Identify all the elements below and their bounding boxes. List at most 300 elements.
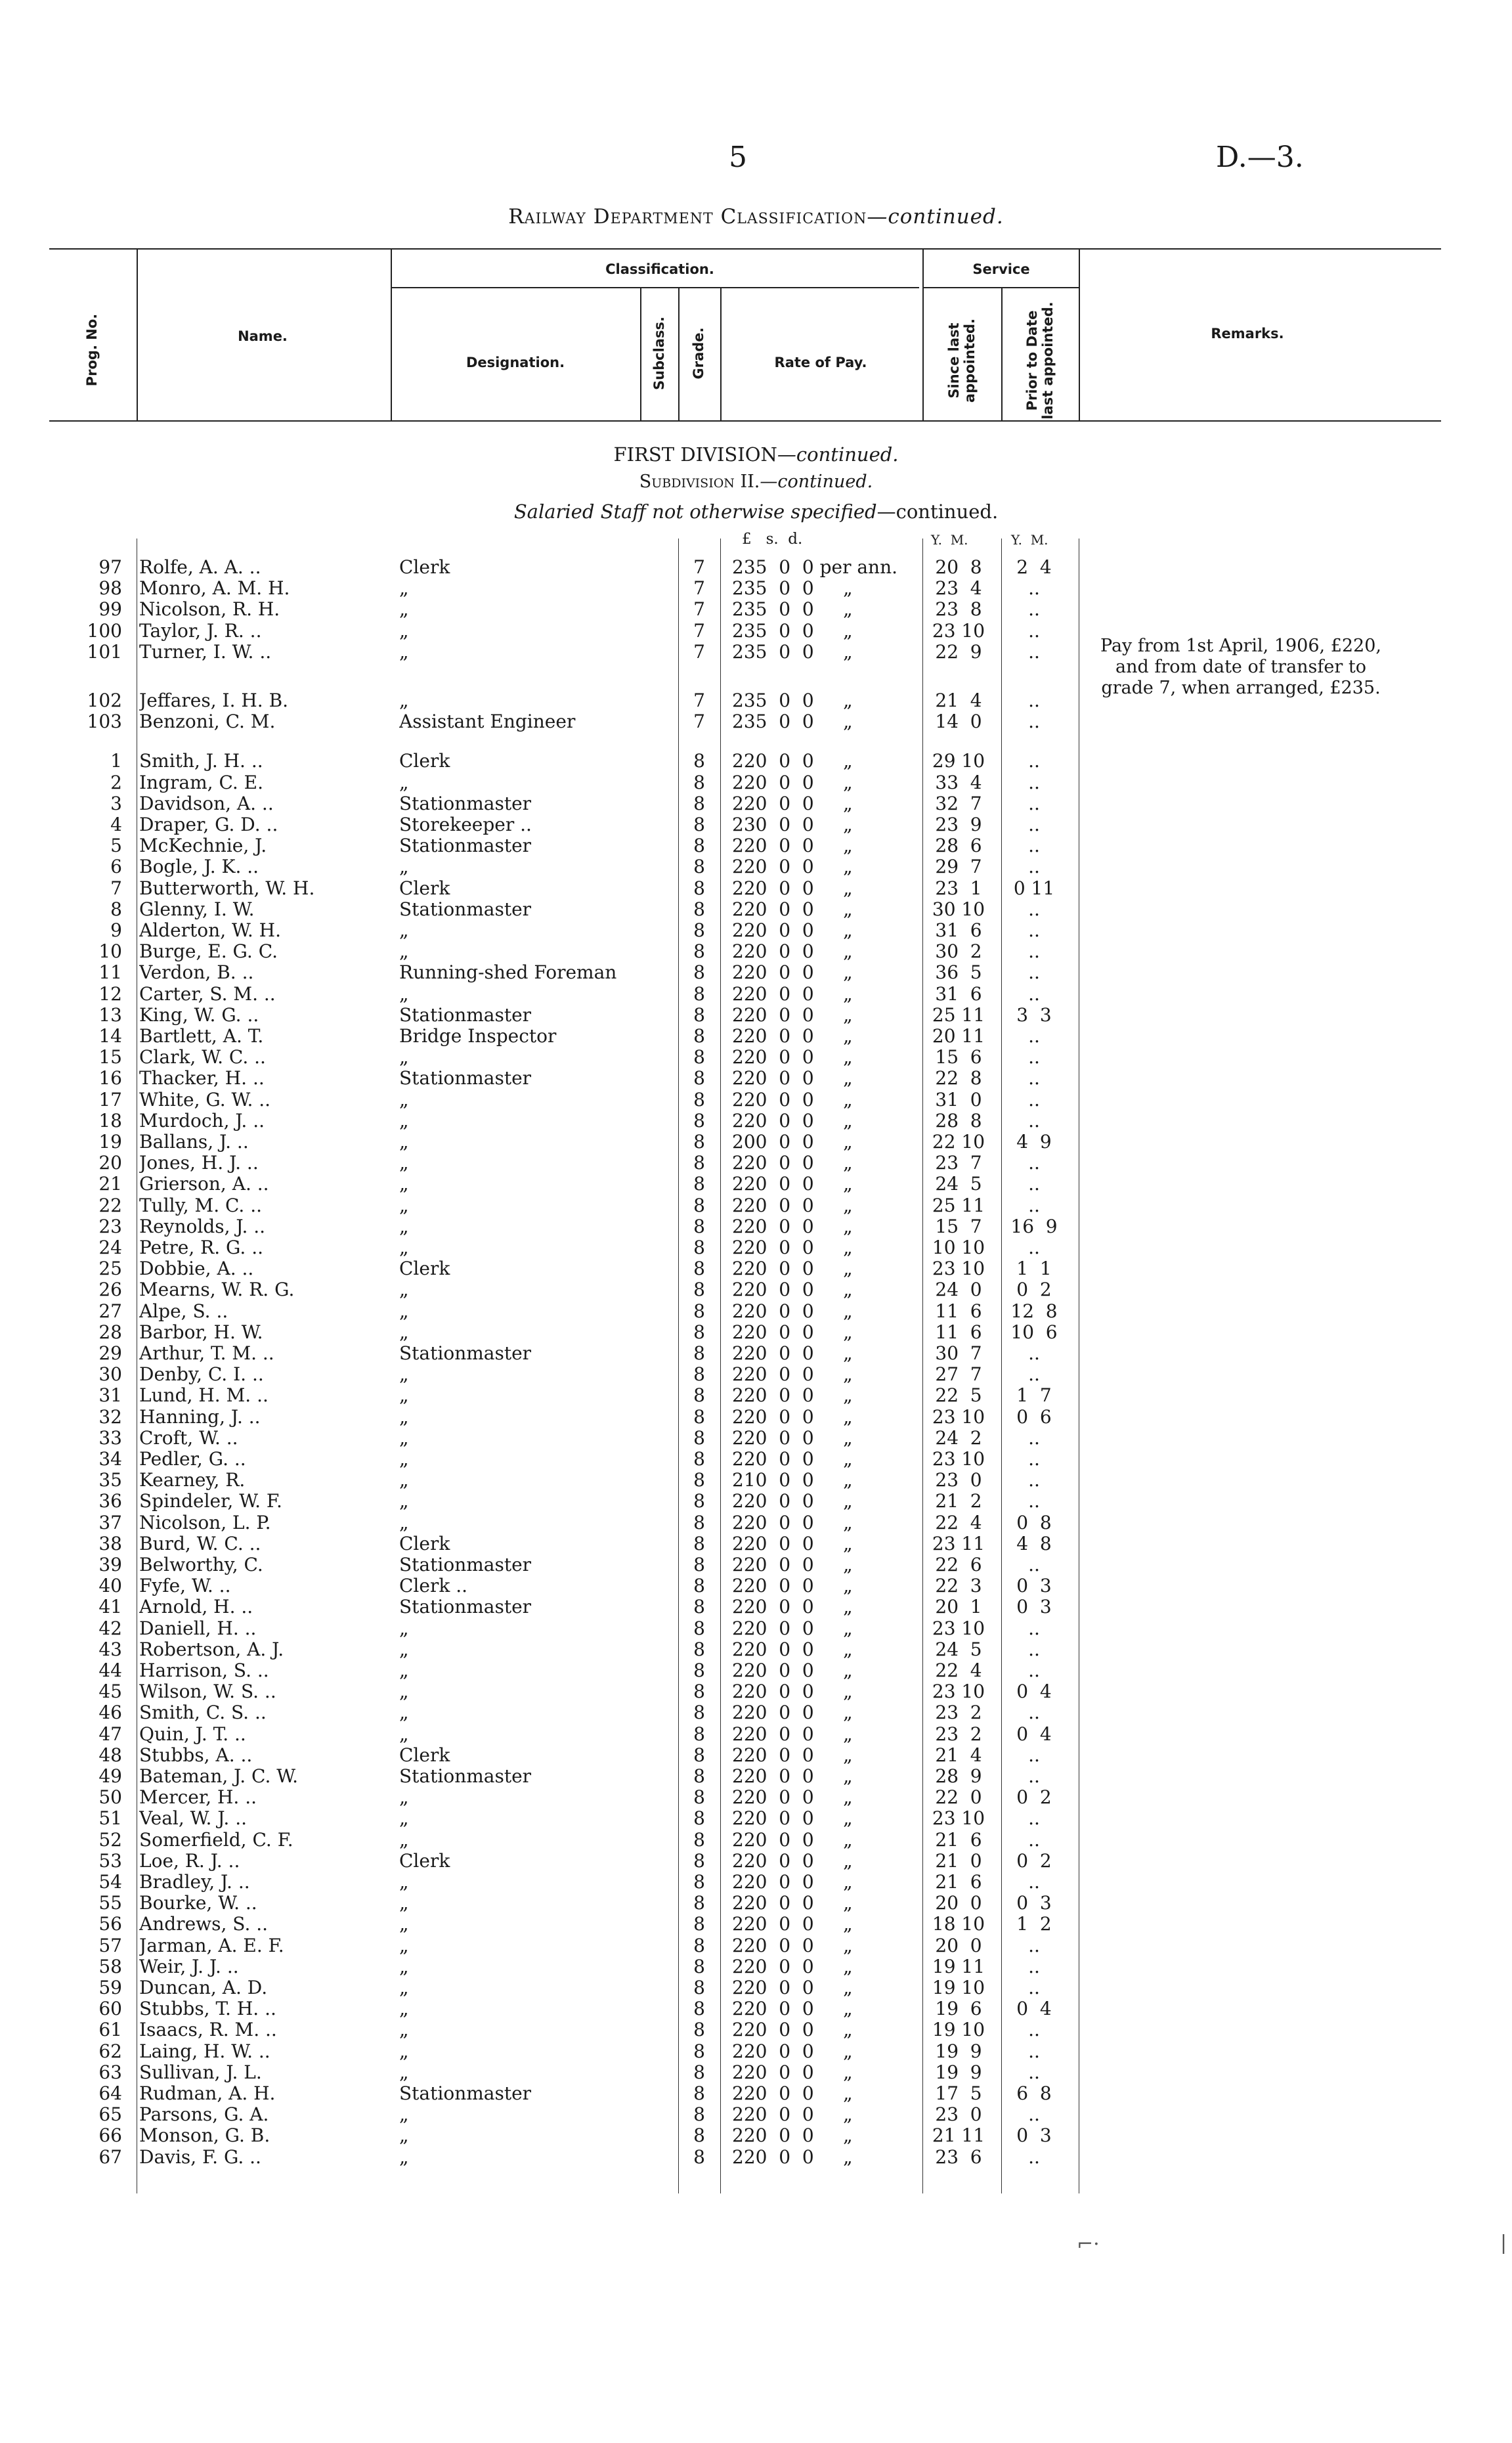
cell-prog-no: 8 <box>110 898 122 920</box>
cell-prior-to-date: .. <box>1028 2103 1040 2126</box>
cell-name: Parsons, G. A. <box>139 2104 269 2126</box>
cell-name: Alderton, W. H. <box>139 920 282 941</box>
table-row <box>0 1977 1512 1998</box>
cell-prior-to-date: 4 9 <box>1016 1131 1052 1153</box>
cell-since-last-appointed: 22 6 <box>935 1554 982 1575</box>
cell-since-last-appointed: 11 6 <box>935 1300 982 1322</box>
table-row <box>0 1660 1512 1681</box>
cell-prior-to-date: .. <box>1028 1237 1040 1258</box>
cell-since-last-appointed: 31 6 <box>935 919 982 941</box>
header-remarks: Remarks. <box>1211 326 1284 341</box>
cell-grade: 8 <box>693 1025 705 1047</box>
cell-designation: „ <box>399 641 409 663</box>
cell-since-last-appointed: 27 7 <box>935 1363 982 1386</box>
cell-name: Wilson, W. S. .. <box>139 1681 276 1703</box>
cell-designation: „ <box>399 1195 409 1216</box>
cell-prog-no: 38 <box>98 1532 122 1554</box>
table-row <box>0 1364 1512 1385</box>
cell-designation: „ <box>399 1956 409 1977</box>
cell-prior-to-date: .. <box>1028 1067 1040 1089</box>
cell-name: Clark, W. C. .. <box>139 1047 266 1068</box>
cell-rate-of-pay: 220 0 0 „ <box>732 1532 853 1554</box>
cell-designation: Clerk <box>399 877 450 899</box>
cell-prior-to-date: .. <box>1028 835 1040 857</box>
cell-prior-to-date: .. <box>1028 2146 1040 2168</box>
cell-rate-of-pay: 220 0 0 „ <box>732 1173 853 1195</box>
cell-designation: „ <box>399 1660 409 1681</box>
cell-prog-no: 22 <box>98 1194 122 1216</box>
table-row <box>0 1935 1512 1956</box>
cell-name: Tully, M. C. .. <box>139 1195 263 1216</box>
cell-name: Nicolson, R. H. <box>139 599 280 621</box>
cell-since-last-appointed: 21 0 <box>935 1849 982 1872</box>
table-row <box>0 1407 1512 1428</box>
cell-since-last-appointed: 23 0 <box>935 1469 982 1491</box>
cell-since-last-appointed: 23 2 <box>935 1723 982 1745</box>
cell-name: King, W. G. .. <box>139 1004 259 1026</box>
cell-rate-of-pay: 220 0 0 „ <box>732 1554 853 1575</box>
cell-grade: 8 <box>693 1300 705 1322</box>
cell-designation: „ <box>399 1470 409 1491</box>
cell-prior-to-date: 0 4 <box>1016 1681 1052 1703</box>
cell-prog-no: 47 <box>98 1723 122 1745</box>
cell-rate-of-pay: 220 0 0 „ <box>732 2146 853 2168</box>
cell-prog-no: 9 <box>110 919 122 941</box>
cell-rate-of-pay: 220 0 0 „ <box>732 1194 853 1216</box>
cell-rate-of-pay: 220 0 0 „ <box>732 1405 853 1428</box>
cell-prior-to-date: .. <box>1028 940 1040 963</box>
cell-designation: „ <box>399 1491 409 1512</box>
since-units: Y. M. <box>931 532 968 548</box>
staff-heading <box>0 500 1512 523</box>
cell-prog-no: 26 <box>98 1279 122 1301</box>
cell-prior-to-date: .. <box>1028 640 1040 663</box>
cell-rate-of-pay: 220 0 0 „ <box>732 1152 853 1174</box>
cell-prog-no: 53 <box>98 1849 122 1872</box>
table-row <box>0 814 1512 835</box>
table-row <box>0 941 1512 962</box>
cell-name: Ballans, J. .. <box>139 1132 249 1153</box>
cell-since-last-appointed: 24 5 <box>935 1638 982 1660</box>
pay-units: £ s. d. <box>742 531 803 548</box>
cell-prior-to-date: .. <box>1028 577 1040 600</box>
table-row <box>0 1872 1512 1893</box>
table-row <box>0 1047 1512 1068</box>
prior-units: Y. M. <box>1011 532 1048 548</box>
cell-grade: 8 <box>693 1977 705 1998</box>
cell-rate-of-pay: 220 0 0 „ <box>732 835 853 857</box>
cell-rate-of-pay: 220 0 0 „ <box>732 2061 853 2083</box>
cell-since-last-appointed: 21 4 <box>935 690 982 711</box>
cell-prog-no: 41 <box>98 1596 122 1618</box>
cell-prog-no: 25 <box>98 1258 122 1280</box>
cell-since-last-appointed: 25 11 <box>932 1003 985 1026</box>
cell-rate-of-pay: 220 0 0 „ <box>732 1702 853 1724</box>
header-subclass: Subclass. <box>651 317 667 390</box>
cell-prog-no: 36 <box>98 1490 122 1512</box>
cell-prior-to-date: .. <box>1028 1490 1040 1512</box>
cell-prior-to-date: .. <box>1028 919 1040 941</box>
cell-name: Arnold, H. .. <box>139 1596 253 1618</box>
cell-rate-of-pay: 220 0 0 „ <box>732 982 853 1005</box>
cell-rate-of-pay: 220 0 0 „ <box>732 1426 853 1449</box>
cell-since-last-appointed: 19 9 <box>935 2061 982 2083</box>
cell-prog-no: 55 <box>98 1892 122 1914</box>
cell-prior-to-date: 0 3 <box>1016 1575 1052 1597</box>
cell-designation: Stationmaster <box>399 2083 532 2104</box>
cell-name: Quin, J. T. .. <box>139 1723 246 1745</box>
cell-prog-no: 31 <box>98 1384 122 1407</box>
cell-grade: 8 <box>693 1384 705 1407</box>
cell-prog-no: 10 <box>98 940 122 963</box>
cell-name: White, G. W. .. <box>139 1089 271 1111</box>
cell-grade: 8 <box>693 1849 705 1872</box>
cell-rate-of-pay: 220 0 0 „ <box>732 1913 853 1935</box>
cell-prog-no: 18 <box>98 1109 122 1132</box>
table-row <box>0 1681 1512 1702</box>
cell-name: Nicolson, L. P. <box>139 1512 271 1533</box>
cell-name: Croft, W. .. <box>139 1427 238 1449</box>
cell-rate-of-pay: 220 0 0 „ <box>732 1617 853 1639</box>
cell-prog-no: 19 <box>98 1131 122 1153</box>
cell-designation: „ <box>399 983 409 1005</box>
cell-rate-of-pay: 220 0 0 „ <box>732 1321 853 1343</box>
cell-designation: „ <box>399 1935 409 1956</box>
table-row <box>0 2041 1512 2062</box>
cell-grade: 8 <box>693 2146 705 2168</box>
cell-rate-of-pay: 220 0 0 „ <box>732 1448 853 1470</box>
table-row <box>0 1745 1512 1766</box>
cell-prior-to-date: .. <box>1028 1194 1040 1216</box>
cell-since-last-appointed: 21 6 <box>935 1828 982 1851</box>
cell-name: Stubbs, A. .. <box>139 1744 253 1766</box>
cell-designation: „ <box>399 1216 409 1237</box>
cell-name: Jones, H. J. .. <box>139 1153 259 1174</box>
cell-rate-of-pay: 220 0 0 „ <box>732 1258 853 1280</box>
cell-rate-of-pay: 235 0 0 per ann. <box>732 556 898 578</box>
cell-prior-to-date: 0 6 <box>1016 1405 1052 1428</box>
cell-name: Petre, R. G. .. <box>139 1237 264 1258</box>
cell-prior-to-date: .. <box>1028 1955 1040 1977</box>
cell-grade: 8 <box>693 1363 705 1386</box>
table-row <box>0 1998 1512 2019</box>
cell-prog-no: 5 <box>110 835 122 857</box>
cell-since-last-appointed: 20 11 <box>932 1025 985 1047</box>
cell-prog-no: 4 <box>110 814 122 835</box>
cell-prior-to-date: .. <box>1028 1046 1040 1068</box>
table-row <box>0 1195 1512 1216</box>
table-row <box>0 1533 1512 1554</box>
table-row <box>0 1851 1512 1872</box>
table-row <box>0 1787 1512 1808</box>
cell-prog-no: 46 <box>98 1702 122 1724</box>
table-row <box>0 2062 1512 2083</box>
cell-since-last-appointed: 24 0 <box>935 1279 982 1301</box>
cell-designation: Bridge Inspector <box>399 1026 557 1047</box>
cell-name: Veal, W. J. .. <box>139 1808 248 1830</box>
table-row <box>0 962 1512 983</box>
cell-since-last-appointed: 23 4 <box>935 577 982 600</box>
cell-prog-no: 7 <box>110 877 122 899</box>
cell-prog-no: 24 <box>98 1237 122 1258</box>
cell-name: Hanning, J. .. <box>139 1406 261 1428</box>
cell-grade: 8 <box>693 1807 705 1830</box>
stray-mark: | <box>1500 2232 1507 2255</box>
cell-prog-no: 42 <box>98 1617 122 1639</box>
header-name: Name. <box>238 328 288 344</box>
table-row <box>0 1449 1512 1470</box>
header-service: Service <box>972 261 1030 277</box>
cell-rate-of-pay: 230 0 0 „ <box>732 814 853 835</box>
header-prog-no: Prog. No. <box>84 313 100 387</box>
cell-grade: 8 <box>693 1067 705 1089</box>
cell-name: Mercer, H. .. <box>139 1787 257 1809</box>
cell-name: Benzoni, C. M. <box>139 711 276 733</box>
cell-rate-of-pay: 220 0 0 „ <box>732 1025 853 1047</box>
cell-prior-to-date: .. <box>1028 1807 1040 1830</box>
cell-prog-no: 98 <box>98 577 122 600</box>
cell-designation: „ <box>399 1385 409 1407</box>
stray-mark: ⌐· <box>1077 2233 1100 2256</box>
cell-designation: „ <box>399 1723 409 1745</box>
cell-prior-to-date: .. <box>1028 711 1040 733</box>
cell-designation: Assistant Engineer <box>399 711 576 733</box>
cell-prior-to-date: 4 8 <box>1016 1532 1052 1554</box>
cell-prior-to-date: 0 2 <box>1016 1786 1052 1809</box>
header-prior-to-date: Prior to Date last appointed. <box>1024 301 1056 420</box>
cell-grade: 8 <box>693 2103 705 2126</box>
cell-prior-to-date: .. <box>1028 1152 1040 1174</box>
cell-designation: „ <box>399 1321 409 1343</box>
cell-prog-no: 64 <box>98 2082 122 2104</box>
cell-name: Laing, H. W. .. <box>139 2040 270 2062</box>
cell-name: Pedler, G. .. <box>139 1449 246 1470</box>
cell-designation: „ <box>399 1300 409 1322</box>
cell-rate-of-pay: 220 0 0 „ <box>732 750 853 772</box>
table-row <box>0 1618 1512 1639</box>
cell-designation: Stationmaster <box>399 1068 532 1089</box>
cell-prog-no: 99 <box>98 598 122 621</box>
table-row <box>0 1893 1512 1914</box>
cell-name: Daniell, H. .. <box>139 1618 257 1639</box>
cell-name: Monro, A. M. H. <box>139 578 290 600</box>
cell-prog-no: 63 <box>98 2061 122 2083</box>
cell-prior-to-date: .. <box>1028 1109 1040 1132</box>
cell-grade: 7 <box>693 711 705 733</box>
table-row <box>0 1766 1512 1787</box>
cell-designation: „ <box>399 856 409 878</box>
subdivision-title: Subdivision II. <box>639 472 760 492</box>
cell-since-last-appointed: 23 8 <box>935 598 982 621</box>
cell-rate-of-pay: 220 0 0 „ <box>732 1892 853 1914</box>
cell-grade: 8 <box>693 1109 705 1132</box>
cell-prog-no: 13 <box>98 1003 122 1026</box>
cell-name: Jarman, A. E. F. <box>139 1935 284 1956</box>
cell-prior-to-date: .. <box>1028 1702 1040 1724</box>
cell-grade: 8 <box>693 1237 705 1258</box>
cell-grade: 8 <box>693 1871 705 1893</box>
cell-since-last-appointed: 18 10 <box>932 1913 985 1935</box>
cell-prior-to-date: 10 6 <box>1010 1321 1058 1343</box>
cell-grade: 8 <box>693 1152 705 1174</box>
cell-grade: 8 <box>693 2124 705 2147</box>
cell-since-last-appointed: 22 5 <box>935 1384 982 1407</box>
cell-prog-no: 60 <box>98 1998 122 2020</box>
page-title <box>0 205 1512 229</box>
cell-rate-of-pay: 220 0 0 „ <box>732 1723 853 1745</box>
cell-prior-to-date: .. <box>1028 598 1040 621</box>
cell-prog-no: 15 <box>98 1046 122 1068</box>
cell-prior-to-date: .. <box>1028 1765 1040 1787</box>
cell-name: Barbor, H. W. <box>139 1321 263 1343</box>
cell-prior-to-date: .. <box>1028 792 1040 814</box>
cell-prior-to-date: .. <box>1028 898 1040 920</box>
cell-grade: 8 <box>693 1258 705 1280</box>
cell-prior-to-date: .. <box>1028 1977 1040 1998</box>
cell-prog-no: 67 <box>98 2146 122 2168</box>
cell-designation: „ <box>399 599 409 621</box>
cell-since-last-appointed: 17 5 <box>935 2082 982 2104</box>
table-row <box>0 878 1512 899</box>
cell-grade: 7 <box>693 619 705 642</box>
cell-prior-to-date: .. <box>1028 1638 1040 1660</box>
remark-101: Pay from 1st April, 1906, £220, and from date of transfer to grade 7, when arranged, £235. <box>1100 636 1381 698</box>
cell-grade: 8 <box>693 1934 705 1956</box>
division-title: FIRST DIVISION <box>613 443 777 466</box>
cell-since-last-appointed: 21 11 <box>932 2124 985 2147</box>
table-row <box>0 578 1512 599</box>
title-main: Railway Department Classification <box>508 205 867 229</box>
cell-prog-no: 56 <box>98 1913 122 1935</box>
table-row <box>0 1174 1512 1195</box>
cell-name: Bourke, W. .. <box>139 1893 257 1914</box>
cell-rate-of-pay: 235 0 0 „ <box>732 598 853 621</box>
cell-prior-to-date: .. <box>1028 961 1040 984</box>
cell-name: Harrison, S. .. <box>139 1660 269 1681</box>
cell-name: Rolfe, A. A. .. <box>139 557 261 578</box>
cell-prior-to-date: .. <box>1028 619 1040 642</box>
cell-grade: 8 <box>693 1892 705 1914</box>
cell-designation: „ <box>399 690 409 711</box>
cell-designation: „ <box>399 620 409 642</box>
table-row <box>0 2147 1512 2168</box>
cell-since-last-appointed: 29 10 <box>932 750 985 772</box>
cell-grade: 8 <box>693 1088 705 1111</box>
cell-rate-of-pay: 235 0 0 „ <box>732 619 853 642</box>
cell-rate-of-pay: 220 0 0 „ <box>732 1828 853 1851</box>
cell-name: Lund, H. M. .. <box>139 1385 269 1407</box>
table-row <box>0 772 1512 793</box>
cell-prior-to-date: .. <box>1028 1617 1040 1639</box>
cell-grade: 8 <box>693 1955 705 1977</box>
cell-prior-to-date: .. <box>1028 1660 1040 1681</box>
cell-name: Burge, E. G. C. <box>139 941 278 963</box>
cell-since-last-appointed: 15 7 <box>935 1215 982 1237</box>
cell-rate-of-pay: 220 0 0 „ <box>732 1109 853 1132</box>
cell-grade: 7 <box>693 598 705 621</box>
cell-rate-of-pay: 220 0 0 „ <box>732 961 853 984</box>
cell-prior-to-date: .. <box>1028 750 1040 772</box>
table-row <box>0 1491 1512 1512</box>
cell-prog-no: 45 <box>98 1681 122 1703</box>
cell-rate-of-pay: 220 0 0 „ <box>732 1786 853 1809</box>
cell-prior-to-date: 0 3 <box>1016 1596 1052 1618</box>
cell-grade: 8 <box>693 1913 705 1935</box>
cell-since-last-appointed: 31 6 <box>935 982 982 1005</box>
cell-prog-no: 33 <box>98 1426 122 1449</box>
cell-designation: Storekeeper .. <box>399 814 532 835</box>
cell-since-last-appointed: 10 10 <box>932 1237 985 1258</box>
cell-rate-of-pay: 220 0 0 „ <box>732 1490 853 1512</box>
cell-rate-of-pay: 220 0 0 „ <box>732 2103 853 2126</box>
cell-designation: Stationmaster <box>399 898 532 920</box>
cell-designation: „ <box>399 2125 409 2147</box>
cell-grade: 8 <box>693 1828 705 1851</box>
cell-since-last-appointed: 32 7 <box>935 792 982 814</box>
cell-grade: 8 <box>693 835 705 857</box>
header-grade: Grade. <box>691 327 706 380</box>
cell-rate-of-pay: 235 0 0 „ <box>732 711 853 733</box>
cell-name: Robertson, A. J. <box>139 1639 284 1660</box>
cell-rate-of-pay: 220 0 0 „ <box>732 1215 853 1237</box>
cell-prog-no: 43 <box>98 1638 122 1660</box>
cell-rate-of-pay: 220 0 0 „ <box>732 1681 853 1703</box>
table-row <box>0 1830 1512 1851</box>
cell-rate-of-pay: 220 0 0 „ <box>732 1596 853 1618</box>
table-row <box>0 1005 1512 1026</box>
cell-name: Ingram, C. E. <box>139 772 264 793</box>
cell-rate-of-pay: 220 0 0 „ <box>732 1660 853 1681</box>
table-row <box>0 2125 1512 2146</box>
cell-designation: „ <box>399 1110 409 1132</box>
cell-prior-to-date: .. <box>1028 1173 1040 1195</box>
cell-name: Burd, W. C. .. <box>139 1533 261 1554</box>
cell-name: Smith, J. H. .. <box>139 751 263 772</box>
cell-grade: 8 <box>693 1554 705 1575</box>
table-row <box>0 793 1512 814</box>
cell-designation: „ <box>399 1808 409 1830</box>
subdivision-suffix: —continued. <box>760 472 873 492</box>
cell-rate-of-pay: 220 0 0 „ <box>732 1300 853 1322</box>
cell-name: Reynolds, J. .. <box>139 1216 266 1237</box>
cell-since-last-appointed: 23 10 <box>932 1617 985 1639</box>
table-row <box>0 856 1512 877</box>
cell-since-last-appointed: 23 2 <box>935 1702 982 1724</box>
cell-prog-no: 40 <box>98 1575 122 1597</box>
cell-designation: „ <box>399 1406 409 1428</box>
cell-designation: Clerk <box>399 751 450 772</box>
table-row <box>0 1237 1512 1258</box>
staff-suffix: —continued. <box>876 500 999 523</box>
cell-since-last-appointed: 22 0 <box>935 1786 982 1809</box>
cell-since-last-appointed: 28 6 <box>935 835 982 857</box>
header-designation: Designation. <box>465 355 565 370</box>
cell-since-last-appointed: 22 3 <box>935 1575 982 1597</box>
cell-name: Kearney, R. <box>139 1470 246 1491</box>
cell-rate-of-pay: 220 0 0 „ <box>732 2040 853 2062</box>
cell-grade: 8 <box>693 1131 705 1153</box>
cell-name: Carter, S. M. .. <box>139 983 276 1005</box>
cell-since-last-appointed: 23 10 <box>932 1405 985 1428</box>
cell-grade: 8 <box>693 1575 705 1597</box>
cell-designation: „ <box>399 1787 409 1809</box>
cell-prior-to-date: 0 4 <box>1016 1723 1052 1745</box>
cell-name: Taylor, J. R. .. <box>139 620 262 642</box>
header-rate-of-pay: Rate of Pay. <box>774 355 867 370</box>
cell-name: Grierson, A. .. <box>139 1174 269 1195</box>
cell-since-last-appointed: 20 8 <box>935 556 982 578</box>
cell-prior-to-date: .. <box>1028 2040 1040 2062</box>
